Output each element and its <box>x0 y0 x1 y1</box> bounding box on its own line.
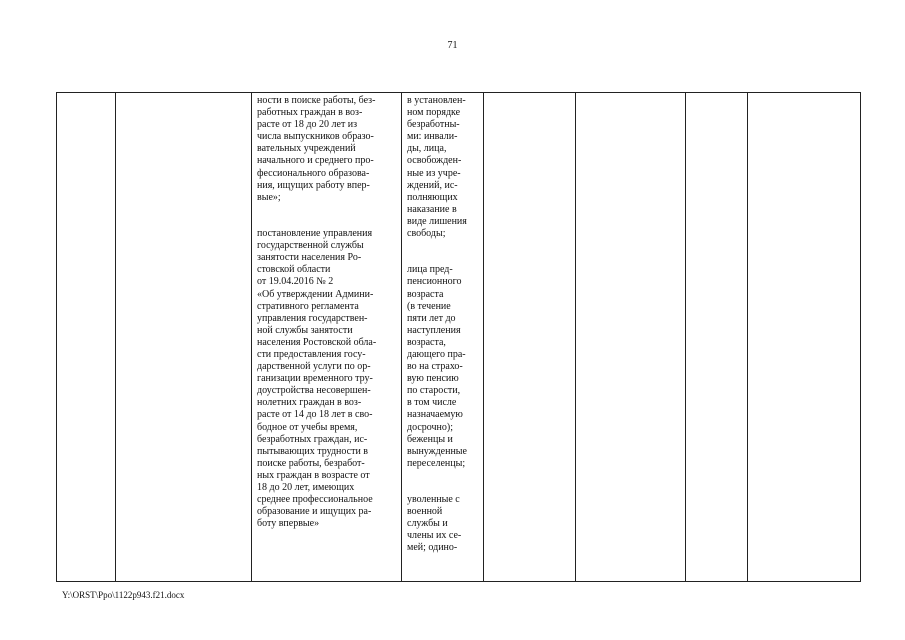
file-path-footer: Y:\ORST\Ppo\1122p943.f21.docx <box>62 590 185 600</box>
column-divider <box>483 93 484 581</box>
cell-legal-basis: ности в поиске работы, без- работных граждан в воз- расте от 18 до 20 лет из числа выпускников образо- вательных учреждений начального и среднего про- фессионального образова- ния, ищущих работу впер- вые»; постановление управления государственной службы занятости населения Ро- стовской области от 19.04.2016 № 2 «Об утверждении Админи- стративного регламента управления государствен- ной службы занятости населения Ростовской обла- сти предоставления госу- дарственной услуги по ор- ганизации временного тру- доустройства несовершен- нолетних граждан в воз- расте от 14 до 18 лет в сво- бодное от учебы время, безработных граждан, ис- пытывающих трудности в поиске работы, безработ- ных граждан в возрасте от 18 до 20 лет, имеющих среднее профессиональное образование и ищущих ра- боту впервые» <box>257 95 377 530</box>
page-number: 71 <box>447 40 458 51</box>
column-divider <box>115 93 116 581</box>
cell-citizen-categories: в установлен- ном порядке безработны- ми: инвали- ды, лица, освобожден- ные из учре- ждений, ис- полняющих наказание в виде лишения свободы; лица пред- пенсионного возраста (в течение пяти лет до наступления возраста, дающего пра- во на страхо- вую пенсию по старости, в том числе назначаемую досрочно); беженцы и вынужденные переселенцы; уволенные с военной службы и члены их се- мей; одино- <box>407 95 467 554</box>
column-divider <box>685 93 686 581</box>
column-divider <box>401 93 402 581</box>
column-divider <box>575 93 576 581</box>
column-divider <box>747 93 748 581</box>
document-table <box>56 92 861 582</box>
column-divider <box>251 93 252 581</box>
